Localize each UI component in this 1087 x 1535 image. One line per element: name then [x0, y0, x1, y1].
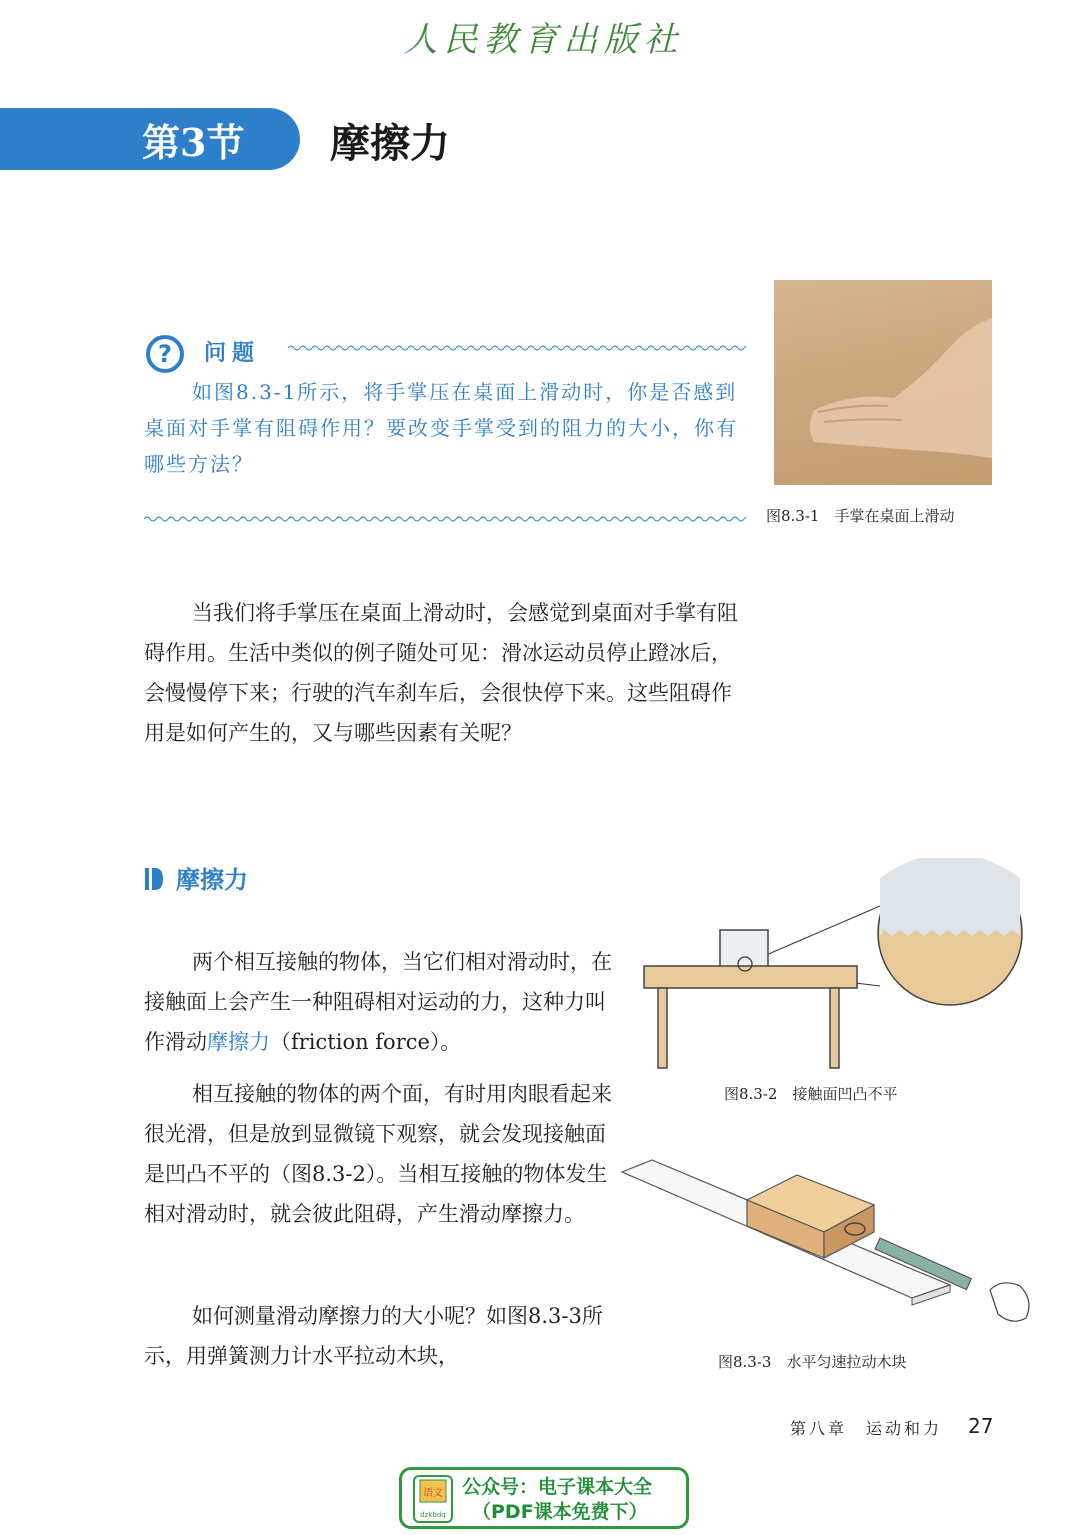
book-icon-caption: dzkbdq	[420, 1511, 446, 1519]
figure-8-3-2-caption: 图8.3-2 接触面凹凸不平	[724, 1085, 898, 1103]
definition-term-english: （friction force）。	[270, 1030, 462, 1054]
table-surface-illustration	[640, 858, 1030, 1073]
definition-text: 两个相互接触的物体，当它们相对滑动时，在接触面上会产生一种阻碍相对运动的力，这种力叫作滑动	[144, 950, 612, 1054]
intro-paragraph: 当我们将手掌压在桌面上滑动时，会感觉到桌面对手掌有阻碍作用。生活中类似的例子随处可见：滑冰运动员停止蹬冰后，会慢慢停下来；行驶的汽车刹车后，会很快停下来。这些阻碍作用是如何产生的，又与哪些因素有关呢？	[144, 601, 738, 745]
pulling-block-illustration	[612, 1150, 1052, 1340]
banner-title: 公众号：电子课本大全	[462, 1476, 653, 1498]
question-bottom-divider	[144, 514, 746, 524]
chapter-footer: 第八章 运动和力	[790, 1419, 943, 1438]
measure-paragraph: 如何测量滑动摩擦力的大小呢？如图8.3-3所示，用弹簧测力计水平拉动木块，	[144, 1304, 603, 1368]
hand-on-desk-photo	[774, 280, 992, 485]
publisher-logo: 人民教育出版社	[403, 20, 684, 60]
section-marker-icon	[145, 868, 163, 890]
question-top-divider	[288, 343, 746, 353]
book-icon-label: 语文	[423, 1488, 443, 1499]
question-text: 如图8.3-1所示，将手掌压在桌面上滑动时，你是否感到桌面对手掌有阻碍作用？要改变手掌受到的阻力的大小，你有哪些方法？	[144, 380, 738, 476]
page-number: 27	[968, 1414, 994, 1438]
friction-keyword: 摩擦力	[207, 1030, 270, 1054]
section-title: 摩擦力	[330, 121, 450, 167]
figure-8-3-3-caption: 图8.3-3 水平匀速拉动木块	[718, 1353, 907, 1371]
book-icon	[412, 1474, 454, 1524]
section-number: 第3节	[142, 120, 245, 165]
banner-subtitle: （PDF课本免费下）	[472, 1501, 648, 1523]
figure-8-3-1-caption: 图8.3-1 手掌在桌面上滑动	[766, 507, 955, 525]
contact-surface-paragraph: 相互接触的物体的两个面，有时用肉眼看起来很光滑，但是放到显微镜下观察，就会发现接触面是凹凸不平的（图8.3-2）。当相互接触的物体发生相对滑动时，就会彼此阻碍，产生滑动摩擦力。	[144, 1082, 612, 1226]
friction-definition-paragraph	[144, 942, 616, 1062]
question-icon: ?	[146, 335, 184, 373]
question-label: 问题	[204, 341, 261, 366]
friction-heading: 摩擦力	[176, 866, 248, 894]
